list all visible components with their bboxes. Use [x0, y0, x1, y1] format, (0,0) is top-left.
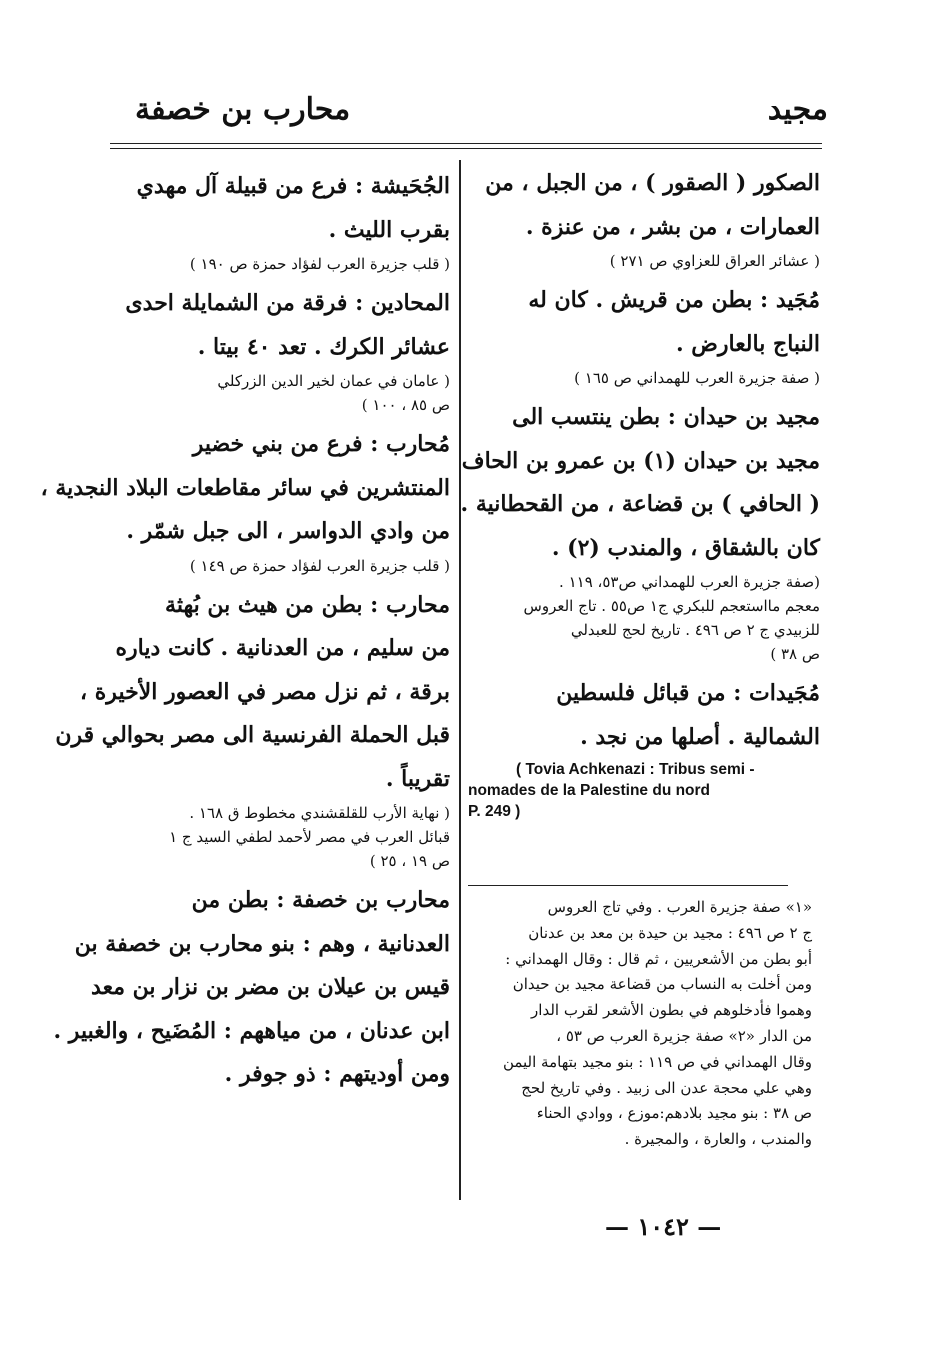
reference-line: للزبيدي ج ٢ ص ٤٩٦ . تاريخ لحج للعبدلي	[570, 621, 820, 639]
text-line: النباج بالعارض .	[675, 330, 820, 357]
reference-line: قبائل العرب في مصر لأحمد لطفي السيد ج ١	[169, 828, 450, 846]
header-rule	[110, 148, 822, 149]
footnote-line: وقال الهمداني في ص ١١٩ : بنو مجيد بتهامة اليمن	[502, 1052, 812, 1071]
footnote-line: ج ٢ ص ٤٩٦ : مجيد بن حيدة بن معد بن عدنان	[528, 923, 812, 942]
entry-muharib-haith	[55, 584, 450, 874]
text-line: الشمالية . أصلها من نجد .	[580, 723, 820, 750]
text-line: برقة ، ثم نزل مصر في العصور الأخيرة ،	[80, 678, 450, 705]
footnote-line: وهي علي محجة عدن الى زبيد . وفي تاريخ لحج	[521, 1078, 812, 1097]
latin-reference-line: nomades de la Palestine du nord	[468, 782, 711, 799]
footnote-rule	[468, 885, 788, 886]
text-line: ومن أوديتهم : ذو جوفر .	[224, 1061, 450, 1087]
entry-continuation	[468, 162, 820, 273]
page-number: — ١٠٤٢ —	[605, 1212, 722, 1241]
reference-line: ( صفة جزيرة العرب للهمداني ص ١٦٥ )	[574, 369, 820, 387]
reference-line: ( قلب جزيرة العرب لفؤاد حمزة ص ١٩٠ )	[189, 255, 450, 273]
latin-reference-line: ( Tovia Achkenazi : Tribus semi -	[516, 761, 755, 778]
entry-headline: محارب : بطن من هيث بن بُهثة	[165, 591, 450, 618]
entry-headline: المحادين : فرقة من الشمايلة احدى	[125, 290, 450, 316]
reference-line: ص ٣٨ )	[770, 645, 820, 663]
reference-line: (صفة جزيرة العرب للهمداني ص٥٣، ١١٩ .	[559, 573, 820, 591]
text-line: العمارات ، من بشر ، من عنزة .	[525, 213, 820, 240]
text-line: قيس بن عيلان بن مضر بن نزار بن معد	[91, 974, 450, 1000]
text-line: بقرب الليث .	[328, 216, 450, 243]
entry-headline: مجيد بن حيدان : بطن ينتسب الى	[512, 404, 820, 430]
entry-headline: محارب بن خصفة : بطن من	[191, 887, 450, 913]
reference-line: ( عشائر العراق للعزاوي ص ٢٧١ )	[609, 252, 820, 270]
footnote-line: ومن أخلت به النساب من قضاعة مجيد بن حيدان	[512, 975, 812, 994]
text-line: المنتشرين في سائر مقاطعات البلاد النجدية ،	[40, 474, 450, 501]
entry-muharib-khudayr	[40, 423, 450, 578]
text-line: عشائر الكرك . تعد ٤٠ بيتا .	[197, 333, 450, 360]
entry-juhaysha	[108, 165, 450, 276]
text-line: الصكور ( الصقور ) ، من الجبل ، من	[485, 170, 820, 196]
entry-headline: الجُحَيشة : فرع من قبيلة آل مهدي	[136, 173, 450, 199]
entry-mujayd	[468, 279, 820, 390]
footnote-line: «١» صفة جزيرة العرب . وفي تاج العروس	[547, 898, 812, 916]
text-line: ابن عدنان ، من مياههم : المُضَيح ، والغبير .	[53, 1017, 450, 1044]
text-line: من سليم ، من العدنانية . كانت دياره	[115, 635, 450, 661]
footnote-line: وهموا فأدخلوهم في بطون الأشعر لقرب الدار	[531, 1001, 812, 1020]
footnote-line: أبو بطن من الأشعريين ، ثم قال : وقال الهمداني :	[505, 949, 812, 968]
text-line: من وادي الدواسر ، الى جبل شمّر .	[126, 518, 450, 544]
reference-line: ( قلب جزيرة العرب لفؤاد حمزة ص ١٤٩ )	[189, 556, 450, 575]
entry-headline: مُجَيدات : من قبائل فلسطين	[556, 680, 820, 706]
text-line: قبل الحملة الفرنسية الى مصر بحوالي قرن	[55, 722, 450, 748]
running-header-right: مجيد	[767, 92, 828, 127]
reference-line: ص ١٩ ، ٢٥ )	[369, 852, 450, 870]
reference-line: ( عامان في عمان لخير الدين الزركلي	[217, 372, 450, 390]
footnote-line: من الدار «٢» صفة جزيرة العرب ص ٥٣ ،	[556, 1026, 812, 1045]
footnote-line: ص ٣٨ : بنو مجيد بلادهم:موزع ، ووادي الحناء	[536, 1104, 812, 1123]
text-line: ( الحافي ) بن قضاعة ، من القحطانية .	[460, 491, 820, 517]
reference-line: ص ٨٥ ، ١٠٠ )	[361, 396, 450, 414]
entry-muharib-bin-khasafa	[53, 879, 450, 1097]
left-column	[40, 165, 450, 1103]
entry-mujayd-bin-haydan	[460, 396, 820, 666]
entry-headline: مُجَيد : بطن من قريش . كان له	[528, 287, 820, 313]
reference-line: معجم مااستعجم للبكري ج١ ص٥٥ . تاج العروس	[523, 597, 820, 615]
footnote-line: والمندب ، والعارة ، والمجيرة .	[624, 1130, 812, 1149]
running-header-left: محارب بن خصفة	[135, 92, 351, 127]
reference-line: ( نهاية الأرب للقلقشندي مخطوط ق ١٦٨ .	[189, 804, 450, 822]
entry-mujaydat	[468, 672, 820, 822]
text-line: كان بالشقاق ، والمندب (٢) .	[551, 534, 820, 561]
text-line: تقريباً .	[385, 765, 450, 792]
entry-mahadin	[108, 282, 450, 417]
latin-reference-line: P. 249 )	[468, 803, 521, 820]
right-column	[460, 162, 820, 828]
entry-headline: مُحارب : فرع من بني خضير	[192, 431, 450, 457]
column-divider	[459, 160, 461, 1200]
footnotes	[470, 895, 812, 1153]
text-line: مجيد بن حيدان (١) بن عمرو بن الحاف	[461, 447, 820, 474]
header-rule	[110, 143, 822, 144]
text-line: العدنانية ، وهم : بنو محارب بن خصفة بن	[74, 930, 450, 957]
